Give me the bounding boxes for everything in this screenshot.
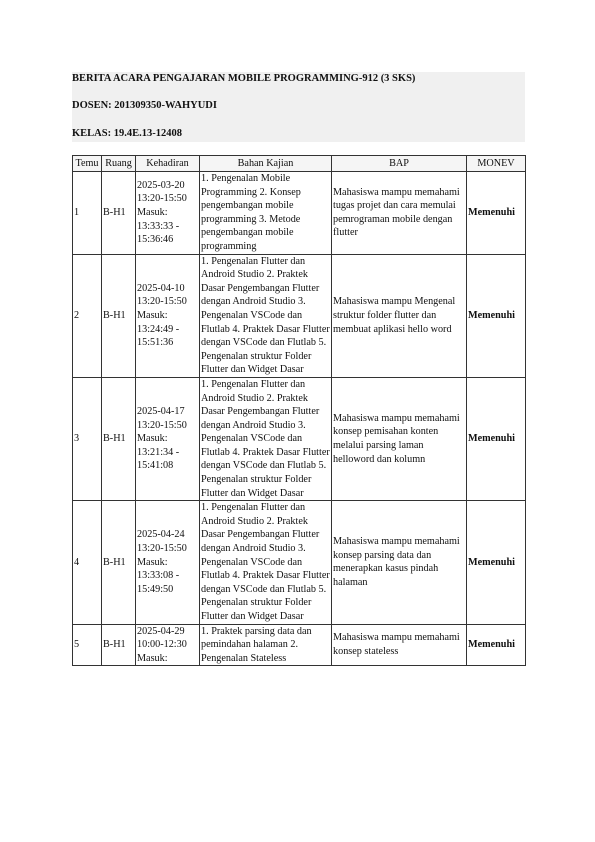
cell-temu: 2 (73, 254, 102, 377)
cell-ruang: B-H1 (102, 254, 136, 377)
cell-temu: 3 (73, 377, 102, 500)
cell-bap: Mahasiswa mampu memahami konsep stateless (332, 624, 467, 665)
cell-bahan-kajian: 1. Pengenalan Mobile Programming 2. Konsep pengembangan mobile programming 3. Metode pengembangan mobile programming (200, 172, 332, 255)
cell-ruang: B-H1 (102, 172, 136, 255)
table-row (73, 172, 526, 255)
cell-bap: Mahasiswa mampu Mengenal struktur folder flutter dan membuat aplikasi hello word (332, 254, 467, 377)
cell-bap: Mahasiswa mampu memahami konsep parsing data dan menerapkan kasus pindah halaman (332, 501, 467, 624)
table-row (73, 377, 526, 500)
lecturer-line: DOSEN: 201309350-WAHYUDI (72, 100, 217, 111)
cell-kehadiran: 2025-04-24 13:20-15:50 Masuk: 13:33:08 - 15:49:50 (136, 501, 200, 624)
cell-bap: Mahasiswa mampu memahami konsep pemisahan konten melalui parsing laman helloword dan kolumn (332, 377, 467, 500)
table-row (73, 254, 526, 377)
cell-bahan-kajian: 1. Praktek parsing data dan pemindahan halaman 2. Pengenalan Stateless (200, 624, 332, 665)
cell-ruang: B-H1 (102, 501, 136, 624)
cell-ruang: B-H1 (102, 377, 136, 500)
document-header (72, 72, 525, 142)
cell-temu: 4 (73, 501, 102, 624)
column-header-ruang: Ruang (102, 156, 136, 172)
cell-monev: Memenuhi (467, 377, 526, 500)
cell-monev: Memenuhi (467, 254, 526, 377)
class-line: KELAS: 19.4E.13-12408 (72, 128, 182, 139)
column-header-monev: MONEV (467, 156, 526, 172)
cell-monev: Memenuhi (467, 172, 526, 255)
cell-bahan-kajian: 1. Pengenalan Flutter dan Android Studio 2. Praktek Dasar Pengembangan Flutter dengan Android Studio 3. Pengenalan VSCode dan Flutlab 4. Praktek Dasar Flutter dengan VSCode dan Flutlab 5. Pengenalan struktur Folder Flutter dan Widget Dasar (200, 501, 332, 624)
column-header-kehadiran: Kehadiran (136, 156, 200, 172)
cell-temu: 5 (73, 624, 102, 665)
cell-kehadiran: 2025-04-17 13:20-15:50 Masuk: 13:21:34 - 15:41:08 (136, 377, 200, 500)
cell-kehadiran: 2025-03-20 13:20-15:50 Masuk: 13:33:33 - 15:36:46 (136, 172, 200, 255)
cell-bahan-kajian: 1. Pengenalan Flutter dan Android Studio 2. Praktek Dasar Pengembangan Flutter dengan Android Studio 3. Pengenalan VSCode dan Flutlab 4. Praktek Dasar Flutter dengan VSCode dan Flutlab 5. Pengenalan struktur Folder Flutter dan Widget Dasar (200, 377, 332, 500)
table-header-row (73, 156, 526, 172)
cell-monev: Memenuhi (467, 501, 526, 624)
cell-kehadiran: 2025-04-29 10:00-12:30 Masuk: (136, 624, 200, 665)
cell-bap: Mahasiswa mampu memahami tugas projet dan cara memulai pemrograman mobile dengan flutter (332, 172, 467, 255)
cell-kehadiran: 2025-04-10 13:20-15:50 Masuk: 13:24:49 - 15:51:36 (136, 254, 200, 377)
teaching-record-table (72, 155, 526, 666)
column-header-temu: Temu (73, 156, 102, 172)
cell-temu: 1 (73, 172, 102, 255)
cell-monev: Memenuhi (467, 624, 526, 665)
cell-bahan-kajian: 1. Pengenalan Flutter dan Android Studio 2. Praktek Dasar Pengembangan Flutter dengan Android Studio 3. Pengenalan VSCode dan Flutlab 4. Praktek Dasar Flutter dengan VSCode dan Flutlab 5. Pengenalan struktur Folder Flutter dan Widget Dasar (200, 254, 332, 377)
table-row (73, 624, 526, 665)
column-header-bap: BAP (332, 156, 467, 172)
document-title: BERITA ACARA PENGAJARAN MOBILE PROGRAMMING-912 (3 SKS) (72, 73, 416, 84)
column-header-bahan-kajian: Bahan Kajian (200, 156, 332, 172)
table-row (73, 501, 526, 624)
cell-ruang: B-H1 (102, 624, 136, 665)
